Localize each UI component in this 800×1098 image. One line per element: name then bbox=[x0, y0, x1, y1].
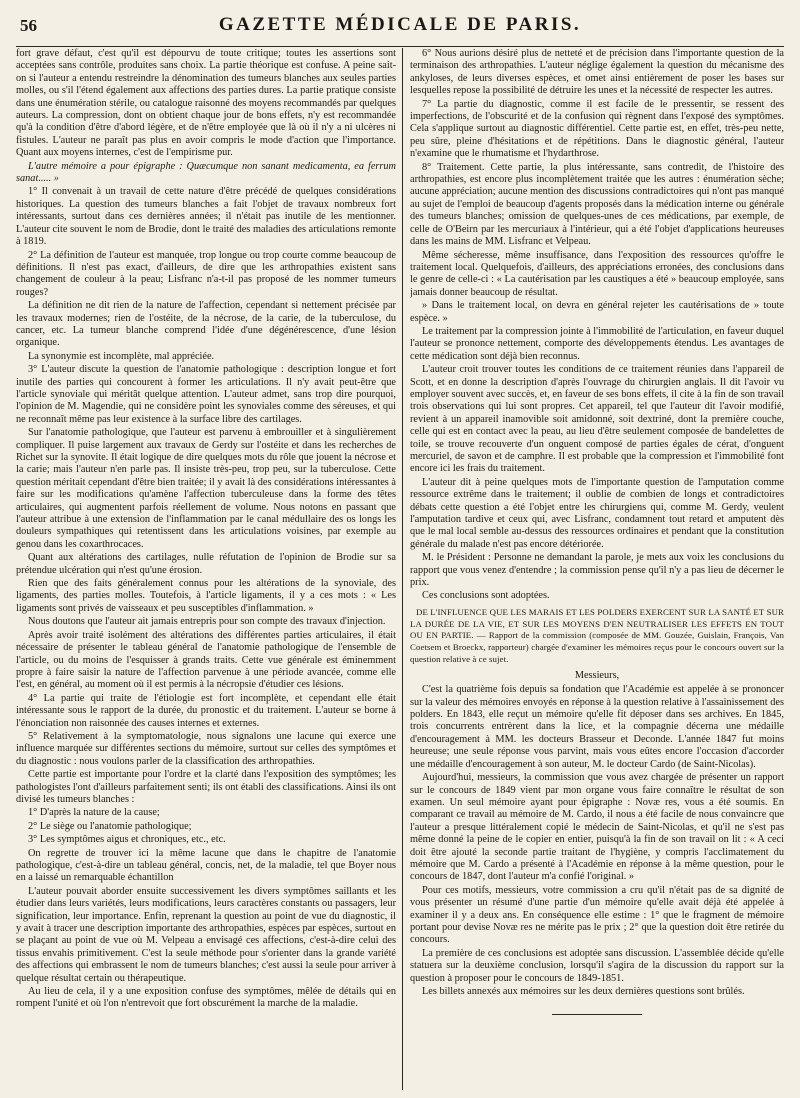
column-divider bbox=[402, 48, 403, 1090]
left-column bbox=[16, 48, 396, 1090]
paragraph: Ces conclusions sont adoptées. bbox=[422, 590, 550, 602]
right-column bbox=[410, 48, 784, 1090]
paragraph: 4° La partie qui traite de l'étiologie est fort incomplète, et cependant elle était intéressante sous le rapport de la durée, du pronostic et du traitement. L'auteur se borne à l'énonciation non raisonnée des causes internes et externes. bbox=[16, 692, 396, 729]
paragraph: Le traitement par la compression jointe à l'immobilité de l'articulation, en faveur duquel l'auteur se prononce nettement, comporte des développements étendus. Les avantages de cette médication sont déjà bien reconnus. bbox=[410, 325, 784, 362]
paragraph: Nous doutons que l'auteur ait jamais entrepris pour son compte des travaux d'injection. bbox=[28, 616, 386, 628]
paragraph: Au lieu de cela, il y a une exposition confuse des symptômes, mêlée de détails qui en rompent l'unité et où l'on n'entrevoit que fort obscurément la marche de la maladie. bbox=[16, 986, 396, 1010]
paragraph: Rien que des faits généralement connus pour les altérations de la synoviale, des ligaments, des parties molles. Toutefois, à l'article ligaments, il y a ces mots : « Les ligaments sont privés de vaisseaux et peu susceptibles d'inflammation. » bbox=[16, 578, 396, 614]
paragraph: La première de ces conclusions est adoptée sans discussion. L'assemblée décide qu'elle statuera sur la deuxième conclusion, lorsqu'il s'agira de la discussion du rapport sur la question à proposer pour le concours de 1849-1851. bbox=[410, 947, 784, 984]
list-item: 3° Les symptômes aigus et chroniques, etc., etc. bbox=[28, 834, 226, 846]
paragraph: La définition ne dit rien de la nature de l'affection, cependant si nettement précisée par les travaux modernes; rien de l'ostéite, de la nécrose, de la carie, de la tuberculose, du cancer, etc. La tumeur blanche comprend l'idée d'une dégénérescence, d'une lésion organique. bbox=[16, 300, 396, 349]
paragraph: 1° Il convenait à un travail de cette nature d'être précédé de quelques considérations historiques. La question des tumeurs blanches a fait l'objet de travaux nombreux fort intéressants, surtout dans ces dernières années; il n'était pas inutile de les mentionner. L'auteur cite souvent le nom de Brodie, dont le traité des maladies des articulations remonte à 1819. bbox=[16, 186, 396, 248]
paragraph: L'auteur dit à peine quelques mots de l'importante question de l'amputation comme ressource extrême dans le traitement; il oublie de combien de longs et contradictoires débats cette question a été l'objet entre les chirurgiens qui, comme M. Gerdy, veulent l'amputation tardive et ceux qui, avec Lisfranc, condamnent tout retard et amputent dès que le mal local semble au-dessus des ressources ordinaires et pendant que la constitution générale du malade n'est pas encore détériorée. bbox=[410, 476, 784, 550]
paragraph: Pour ces motifs, messieurs, votre commission a cru qu'il n'était pas de sa dignité de vous présenter un résumé d'une partie d'un mémoire qu'elle avait déjà été appelée à examiner il y a deux ans. En conséquence elle estime : 1° que le fragment de mémoire portant pour devise Novæ res ne mérite pas le prix ; 2° que la question doit être retirée du concours. bbox=[410, 884, 784, 946]
paragraph: Les billets annexés aux mémoires sur les deux dernières questions sont brûlés. bbox=[422, 986, 745, 998]
list-item: 1° D'après la nature de la cause; bbox=[28, 807, 160, 819]
end-rule bbox=[552, 1014, 642, 1015]
paragraph: L'autre mémoire a pour épigraphe : Quæcumque non sanant medicamenta, ea ferrum sanat..... » bbox=[16, 160, 396, 185]
paragraph: Sur l'anatomie pathologique, que l'auteur est parvenu à embrouiller et à singulièrement compliquer. Il puise largement aux travaux de Gerdy sur l'ostéite et dans les recherches de Richet sur la synovite. Il était logique de dire quelques mots du rôle que jouent la nécrose et la carie; mais l'auteur n'en parle pas. Il insiste très-peu, trop peu, sur la tuberculose. Cette question méritait cependant d'être bien traitée; il y avait là des considérations intéressantes à faire sur les modifications qu'amène l'affection tuberculeuse dans la forme des têtes articulaires, qui augmentent parfois réellement de volume. Nous notons en passant que l'auteur attribue à une extension de l'inflammation par le canal médullaire des os longs les douleurs sympathiques qui retentissent dans les articulations voisines, par exemple au genou dans les coxarthrocaces. bbox=[16, 427, 396, 550]
list-item: 2° Le siège ou l'anatomie pathologique; bbox=[28, 820, 192, 832]
page-number: 56 bbox=[20, 16, 37, 35]
paragraph: On regrette de trouver ici la même lacune que dans le chapitre de l'anatomie pathologique, c'est-à-dire un tableau général, concis, net, de la maladie, tel que Boyer nous en a laissé un remarquable échantillon bbox=[16, 847, 396, 884]
paragraph: 3° L'auteur discute la question de l'anatomie pathologique : description longue et fort inutile des parties qui concourent à former les articulations. Il n'y avait peut-être que l'article synoviale qui méritât quelque attention. L'auteur admet, sans trop dire pourquoi, l'opinion de M. Magendie, qui ne considère point les synoviales comme des séreuses, et qui ne reconnaît même pas leur existence à la surface libre des cartilages. bbox=[16, 364, 396, 425]
article-body bbox=[16, 48, 784, 1090]
journal-title: GAZETTE MÉDICALE DE PARIS. bbox=[218, 14, 582, 35]
section-heading: DE L'INFLUENCE QUE LES MARAIS ET LES POLDERS EXERCENT SUR LA SANTÉ ET SUR LA DURÉE DE LA VIE, ET SUR LES MOYENS D'EN NEUTRALISER LES EFFETS EN TOUT OU EN PARTIE. — Rapport de la commission (composée de MM. Gouzée, Guislain, François, Van Coetsem et Broeckx, rapporteur) chargée d'examiner les mémoires reçus pour le concours ouvert sur la question relative à ce sujet. bbox=[410, 606, 784, 665]
paragraph: 7° La partie du diagnostic, comme il est facile de le pressentir, se ressent des imperfections, de l'obscurité et de la confusion qui règnent dans l'exposé des symptômes. Cela s'applique surtout au diagnostic différentiel. Cette partie est, en effet, très-peu nette, peu sûre, pleine d'hésitations et de répétitions. Dans le diagnostic général, l'auteur n'examine que le rhumatisme et l'hydarthrose. bbox=[410, 98, 784, 160]
paragraph: Cette partie est importante pour l'ordre et la clarté dans l'exposition des symptômes; les pathologistes l'ont d'ailleurs parfaitement senti; ils ont établi des classifications. Ainsi ils ont divisé les tumeurs blanches : bbox=[16, 769, 396, 805]
paragraph: Quant aux altérations des cartilages, nulle réfutation de l'opinion de Brodie sur sa prétendue ulcération qui n'est qu'une érosion. bbox=[16, 552, 396, 576]
paragraph: » Dans le traitement local, on devra en général rejeter les cautérisations de » toute espèce. » bbox=[410, 300, 784, 324]
paragraph: L'auteur croit trouver toutes les conditions de ce traitement réunies dans l'appareil de Scott, et en donne la description d'après l'ouvrage du chirurgien anglais. Il dit l'avoir vu employer souvent avec succès, et, en faveur de ses bons effets, il cite à la fin de son travail trois observations qui lui sont propres. Cet appareil, tel que l'auteur dit l'avoir modifié, revient à un appareil inamovible soit amidonné, soit dextriné, dont la première couche, celle qui est en contact avec la peau, au lieu d'être seulement composée de bandelettes de toile, se trouve recouverte d'un onguent composé de parties égales de cérat, d'onguent mercuriel, de savon et de camphre. Il est probable que la compression et l'immobilité font encore ici les frais du traitement. bbox=[410, 364, 784, 475]
paragraph: Même sécheresse, même insuffisance, dans l'exposition des ressources qu'offre le traitement local. Quelquefois, d'ailleurs, des appréciations erronées, des conclusions dans le genre de celle-ci : « La cautérisation par les caustiques a été » beaucoup employée, sans jamais donner beaucoup de résultat. bbox=[410, 249, 784, 298]
paragraph: C'est la quatrième fois depuis sa fondation que l'Académie est appelée à se prononcer sur la valeur des mémoires envoyés en réponse à la question relative à l'assainissement des polders. En 1843, elle reçut un mémoire qu'elle fit déposer dans ses archives. En 1845, trois concurrents entrèrent dans la lice, et la compagnie décerna une médaille d'encouragement à MM. les docteurs Brasseur et Deconde. L'année 1847 fut moins heureuse; une seule réponse vous parvint, mais vous eûtes encore l'occasion d'accorder une médaille d'encouragement à son auteur, M. le docteur Cardo (de Saint-Nicolas). bbox=[410, 684, 784, 770]
page-header bbox=[16, 12, 784, 47]
paragraph: fort grave défaut, c'est qu'il est dépourvu de toute critique; toutes les assertions sont acceptées sans contrôle, produites sans choix. La partie théorique est confuse. A peine sait-on si l'auteur a entendu restreindre la dénomination des tumeurs blanches aux seules parties molles, ou s'il l'étend également aux affections des parties dures. La partie pratique consiste dans une énumération stérile, ou catalogue raisonné des moyens recommandés par quelques auteurs. La compression, dont on obtient chaque jour de bons effets, n'y est recommandée qu'à la condition d'être d'abord légère, et de n'être employée que là où il n'y a ni ulcères ni fistules. L'auteur ne paraît pas plus en avoir compris le mode d'action que l'importance. Quant aux moyens internes, c'est de l'empirisme pur. bbox=[16, 48, 396, 159]
paragraph: 6° Nous aurions désiré plus de netteté et de précision dans l'importante question de la terminaison des arthropathies. L'auteur néglige également la question du mécanisme des ankyloses, de leurs diverses espèces, et omet ainsi entièrement de poser les bases sur lesquelles repose la possibilité de détruire les unes et la nécessité de respecter les autres. bbox=[410, 48, 784, 97]
paragraph: Aujourd'hui, messieurs, la commission que vous avez chargée de présenter un rapport sur le concours de 1849 vient par mon organe vous faire connaître le résultat de son examen. Un seul mémoire ayant pour épigraphe : Novæ res, vous a été soumis. En comparant ce travail au mémoire de M. Cardo, il nous a été facile de nous convaincre que l'auteur a presque littéralement copié le médecin de Saint-Nicolas, et qu'il ne s'est pas même donné la peine de le copier en entier, puisqu'à la fin de son travail on lit : « A ceci doit être ajouté la seconde partie traitant de l'hygiène, y compris l'acclimatement du mémoire que M. Cardo a présenté à l'Académie en réponse à la même question, pour le concours de 1847, dont l'auteur m'a confié l'original. » bbox=[410, 772, 784, 883]
greeting: Messieurs, bbox=[574, 669, 620, 681]
paragraph: Après avoir traité isolément des altérations des différentes parties articulaires, il était nécessaire de présenter le tableau général de l'anatomie pathologique de l'ensemble de l'article, ou du moins de l'esquisser à grands traits. Cette vue générale est éminemment propre à faire saisir la nature de l'affection parvenue à une période avancée, comme elle l'est, en général, au moment où il est permis à la nécropsie d'étudier ces lésions. bbox=[16, 629, 396, 691]
paragraph: 2° La définition de l'auteur est manquée, trop longue ou trop courte comme beaucoup de définitions. Il n'est pas exact, d'ailleurs, de dire que les arthropathies existent sans changement de couleur à la peau; Lisfranc n'a-t-il pas proposé de les nommer tumeurs rouges? bbox=[16, 249, 396, 298]
paragraph: L'auteur pouvait aborder ensuite successivement les divers symptômes saillants et les étudier dans leurs variétés, leurs modifications, leurs caractères constants ou passagers, leur signification, leur importance. Enfin, reprenant la question au point de vue du diagnostic, il y avait à tracer une description importante des arthropathies, espèces par espèces, surtout en se plaçant au point de vue où M. Velpeau a envisagé ces affections, c'est-à-dire celui des tissus envahis primitivement. C'est la seule méthode pour s'orienter dans la grande variété des affections qui embrassent le nom de tumeurs blanches; c'est aussi la seule pour arriver à quelque résultat certain ou thérapeutique. bbox=[16, 885, 396, 984]
paragraph: La synonymie est incomplète, mal appréciée. bbox=[28, 350, 215, 362]
paragraph: M. le Président : Personne ne demandant la parole, je mets aux voix les conclusions du rapport que vous venez d'entendre ; la commission pense qu'il n'y a pas lieu de décerner le prix. bbox=[410, 552, 784, 589]
paragraph: 5° Relativement à la symptomatologie, nous signalons une lacune qui exerce une influence marquée sur différentes sections du mémoire, surtout sur celles des symptômes et du diagnostic : nous voulons parler de la classification des arthropathies. bbox=[16, 730, 396, 767]
paragraph: 8° Traitement. Cette partie, la plus intéressante, sans contredit, de l'histoire des arthropathies, est encore plus incomplètement traitée que les autres : énumération sèche; aucune appréciation; aucune mention des discussions contradictoires qui n'ont pas manqué au sujet de l'emploi de beaucoup d'agents proposés dans la médication interne ou générale des tumeurs blanches; omission de quelques-unes de ces médications, par exemple, de celle de O'Beirn par les mercuriaux à l'intérieur, qui a été l'objet d'applications heureuses dans les mains de MM. Lisfranc et Velpeau. bbox=[410, 161, 784, 248]
